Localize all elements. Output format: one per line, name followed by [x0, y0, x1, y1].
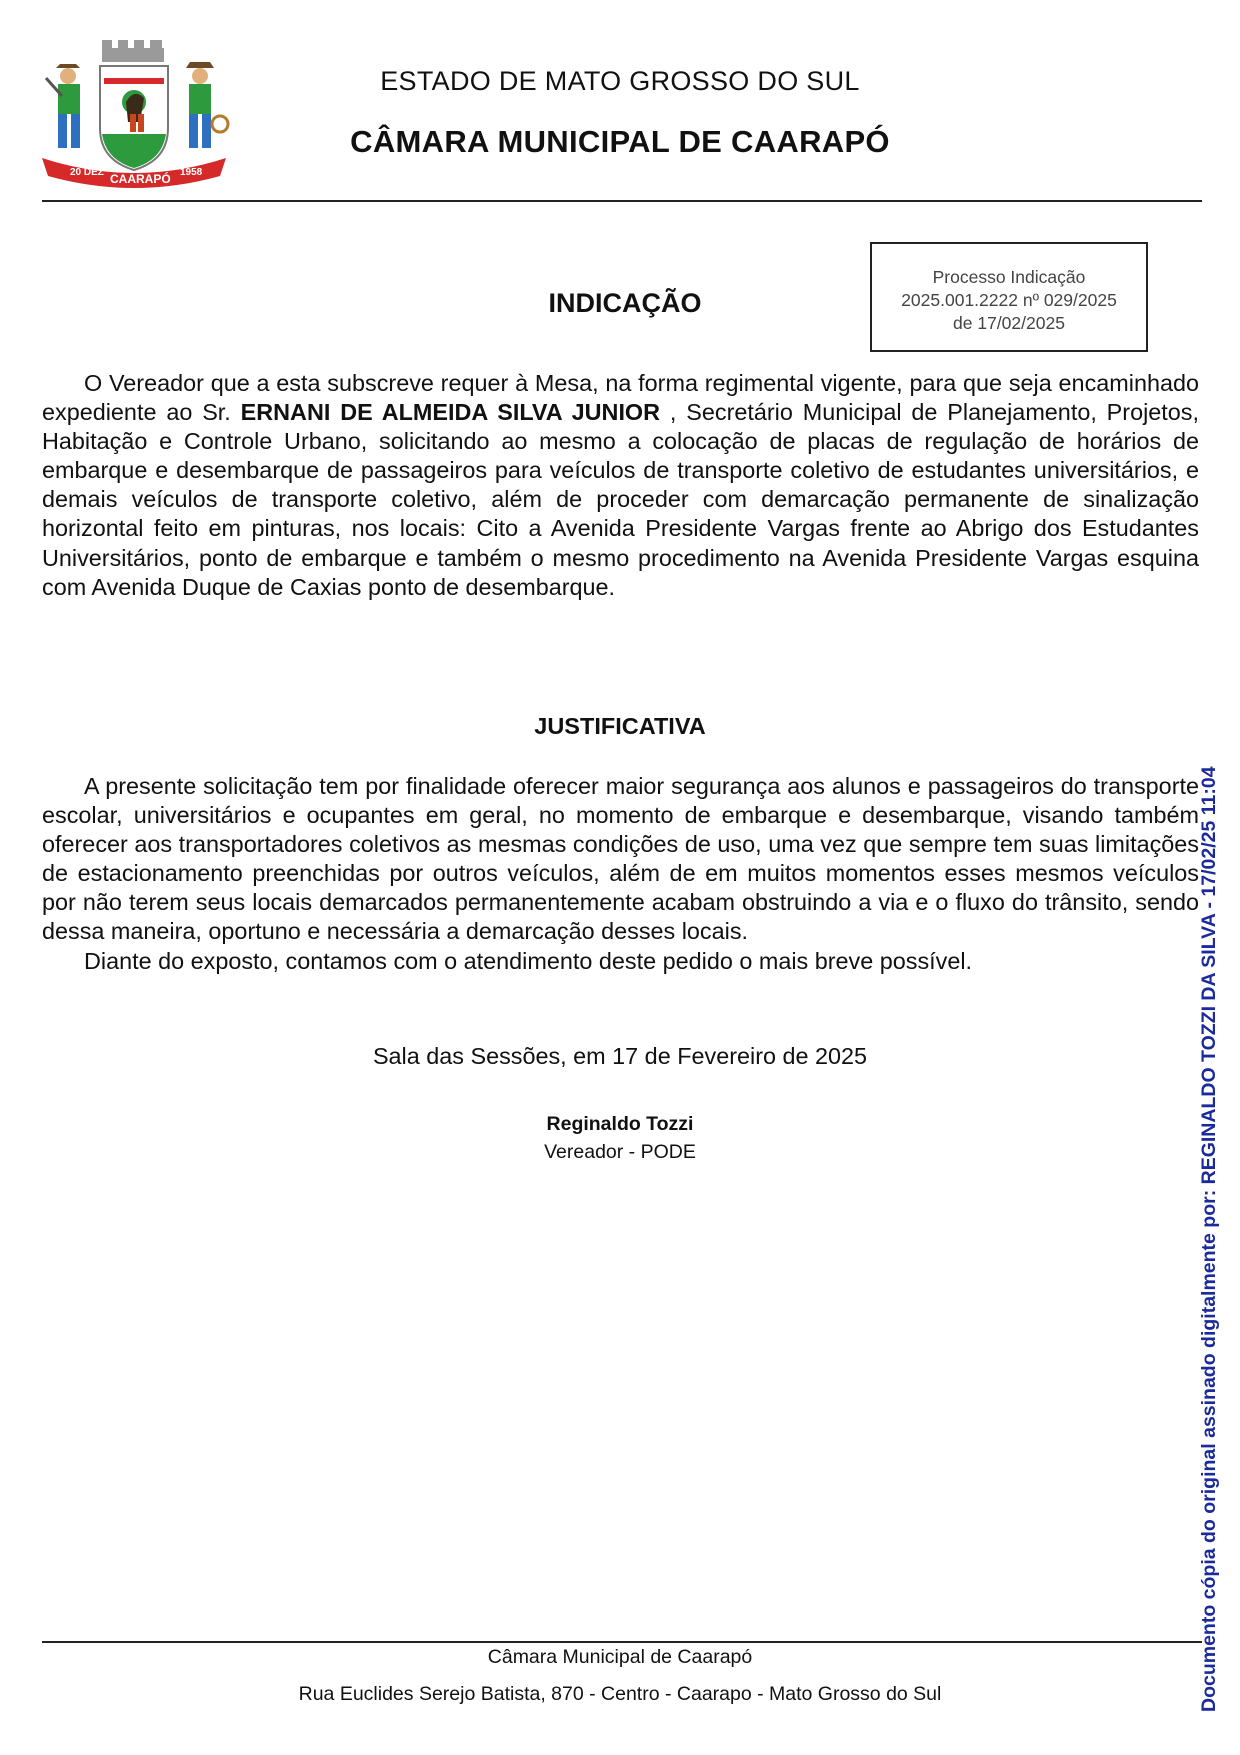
justification-title: JUSTIFICATIVA: [534, 713, 706, 739]
footer-address: Rua Euclides Serejo Batista, 870 - Centro - Caarapo - Mato Grosso do Sul: [298, 1683, 942, 1705]
process-stamp: [870, 242, 1148, 352]
signature-name: Reginaldo Tozzi: [546, 1113, 694, 1135]
caarapo-crest-logo: [40, 38, 230, 190]
crest-ribbon-left: 20 DEZ: [70, 167, 104, 178]
justification-block: [42, 772, 1199, 976]
request-text-part1: O Vereador que a esta subscreve requer à Mesa, na forma regimental vigente, para que seja encaminhado expediente ao Sr.: [42, 370, 1199, 426]
footer-institution: Câmara Municipal de Caarapó: [487, 1646, 753, 1668]
request-paragraph: [42, 369, 1199, 602]
digital-signature-note: Documento cópia do original assinado digitalmente por: REGINALDO TOZZI DA SILVA - 17/02/25 11:04: [1198, 766, 1220, 1712]
signature-role: Vereador - PODE: [544, 1141, 696, 1163]
stamp-line-1: Processo Indicação: [932, 267, 1086, 287]
header-camara: CÂMARA MUNICIPAL DE CAARAPÓ: [350, 124, 890, 159]
footer-divider: [42, 1641, 1202, 1643]
stamp-line-3: de 17/02/2025: [953, 313, 1065, 333]
crest-ribbon-center: CAARAPÓ: [110, 172, 171, 186]
closing-line: Sala das Sessões, em 17 de Fevereiro de 2025: [372, 1043, 868, 1069]
crest-ribbon-right: 1958: [180, 167, 203, 178]
stamp-line-2: 2025.001.2222 nº 029/2025: [901, 290, 1117, 310]
justification-paragraph: A presente solicitação tem por finalidade oferecer maior segurança aos alunos e passageiros do transporte escolar, universitários e ocupantes em geral, no momento de embarque e desembarque, visando também oferecer aos transportadores coletivos as mesmas condições de uso, uma vez que sempre tem suas limitações de estacionamento preenchidas por outros veículos, além de em muitos momentos esses mesmos veículos por não terem seus locais demarcados permanentemente acabam obstruindo a via e o fluxo do trânsito, sendo dessa maneira, oportuno e necessária a demarcação desses locais.: [42, 773, 1199, 945]
document-title: INDICAÇÃO: [548, 288, 702, 318]
conclusion-paragraph: Diante do exposto, contamos com o atendimento deste pedido o mais breve possível.: [84, 947, 973, 974]
header-state: ESTADO DE MATO GROSSO DO SUL: [380, 66, 860, 96]
addressee-name: ERNANI DE ALMEIDA SILVA JUNIOR: [240, 399, 661, 426]
header-divider: [42, 200, 1202, 202]
request-text-part2: , Secretário Municipal de Planejamento, Projetos, Habitação e Controle Urbano, solicitando ao mesmo a colocação de placas de regulação de horários de embarque e desembarque de passageiros para veículos de transporte coletivo de estudantes universitários, e demais veículos de transporte coletivo, além de proceder com demarcação permanente de sinalização horizontal feito em pinturas, nos locais: Cito a Avenida Presidente Vargas frente ao Abrigo dos Estudantes Universitários, ponto de embarque e também o mesmo procedimento na Avenida Presidente Vargas esquina com Avenida Duque de Caxias ponto de desembarque.: [42, 399, 1199, 600]
